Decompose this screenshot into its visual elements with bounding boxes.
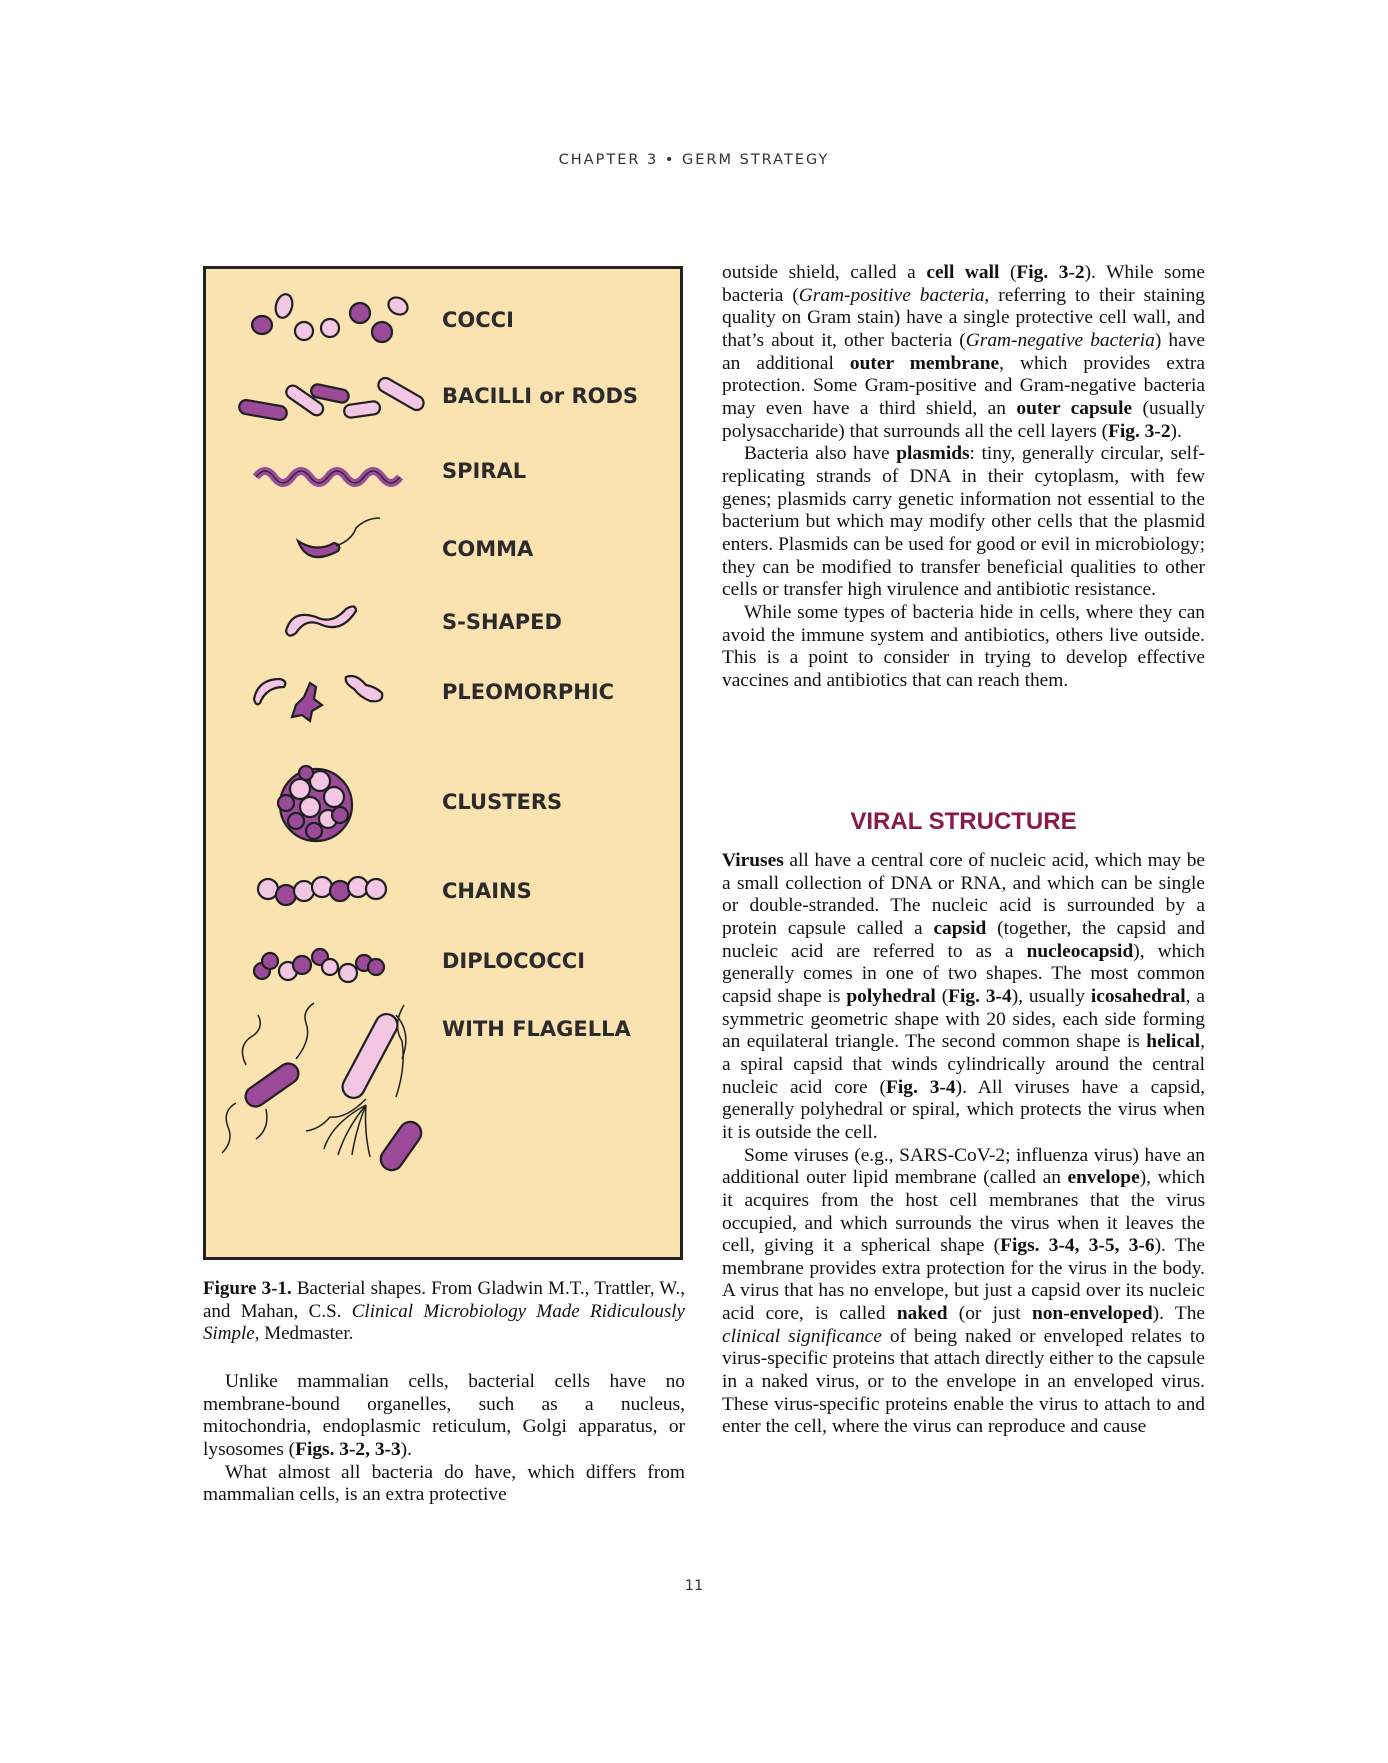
running-head: CHAPTER 3 • GERM STRATEGY [558,152,830,168]
page-number: 11 [684,1578,704,1594]
chains-illustration [258,877,386,905]
left-column-body [203,1371,685,1507]
caption-book-title: Clinical Microbiology Made Ridiculously Simple, [203,1300,685,1345]
shape-label-bacilli: BACILLI or RODS [442,384,639,408]
paragraph: Some viruses (e.g., SARS-CoV-2; influenza virus) have an additional outer lipid membrane (called an envelope), which it acquires from the host cell membranes that the virus occupied, and which surrounds the virus when it leaves the cell, giving it a spherical shape (Figs. 3-4, 3-5, 3-6). The membrane provides extra protection for the virus in the body. A virus that has no envelope, but just a capsid over its nucleic acid core, is called naked (or just non-enveloped). The clinical significance of being naked or enveloped relates to virus-specific proteins that attach directly either to the capsule in a naked virus, or to the envelope in an enveloped virus. These virus-specific proteins enable the virus to attach to and enter the cell, where the virus can reproduce and cause [722,1144,1206,1438]
figure-caption: Figure 3-1. Bacterial shapes. From Gladwin M.T., Trattler, W., and Mahan, C.S. Clinical Microbiology Made Ridiculously Simple, Medmaster. [203,1278,685,1345]
paragraph: outside shield, called a cell wall (Fig. 3-2). While some bacteria (Gram-positive bacteria, referring to their staining quality on Gram stain) have a single protective cell wall, and that’s about it, other bacteria (Gram-negative bacteria) have an additional outer membrane, which provides extra protection. Some Gram-positive and Gram-negative bacteria may even have a third shield, an outer capsule (usually polysaccharide) that surrounds all the cell layers (Fig. 3-2). [722,262,1206,442]
section-heading-viral-structure: VIRAL STRUCTURE [850,808,1077,835]
paragraph: While some types of bacteria hide in cells, where they can avoid the immune system and antibiotics, others live outside. This is a point to consider in trying to develop effective vaccines and antibiotics that can reach them. [722,601,1205,691]
bacterial-shapes-illustration [206,269,680,1257]
paragraph: Unlike mammalian cells, bacterial cells have no membrane-bound organelles, such as a nucleus, mitochondria, endoplasmic reticulum, Golgi apparatus, or lysosomes (Figs. 3-2, 3-3). [203,1371,685,1460]
bacilli-illustration [238,375,426,421]
caption-label: Figure 3-1. [203,1278,292,1299]
cocci-illustration [252,292,411,342]
shape-label-diplococci: DIPLOCOCCI [442,949,586,973]
s-shaped-illustration [286,606,356,635]
right-column-viruses [722,850,1205,1439]
shape-label-comma: COMMA [442,537,534,561]
paragraph: Bacteria also have plasmids: tiny, generally circular, self-replicating strands of DNA in their cytoplasm, with few genes; plasmids carry genetic information not essential to the bacterium but which may modify other cells that the plasmid enters. Plasmids can be used for good or evil in microbiology; they can be modified to transfer beneficial qualities to other cells or transfer high virulence and antibiotic resistance. [722,443,1205,601]
shape-label-cocci: COCCI [442,308,514,332]
shape-label-s-shaped: S-SHAPED [442,610,562,634]
clusters-illustration [278,766,352,841]
paragraph: Viruses all have a central core of nucleic acid, which may be a small collection of DNA or RNA, and which can be single or double-stranded. The nucleic acid is surrounded by a protein capsule called a capsid (together, the capsid and nucleic acid are referred to as a nucleocapsid), which generally comes in one of two shapes. The most common capsid shape is polyhedral (Fig. 3-4), usually icosahedral, a symmetric geometric shape with 20 sides, each side forming an equilateral triangle. The second common shape is helical, a spiral capsid that winds cylindrically around the central nucleic acid core (Fig. 3-4). All viruses have a capsid, generally polyhedral or spiral, which protects the virus when it is outside the cell. [722,850,1205,1143]
figure-bacterial-shapes [203,266,683,1260]
comma-illustration [298,518,380,557]
shape-label-chains: CHAINS [442,879,532,903]
right-column-bacteria [722,262,1205,692]
shape-label-flagella: WITH FLAGELLA [442,1017,631,1041]
shape-label-spiral: SPIRAL [442,459,527,483]
shape-label-pleomorphic: PLEOMORPHIC [442,680,615,704]
paragraph: What almost all bacteria do have, which differs from mammalian cells, is an extra protective [203,1461,685,1506]
pleomorphic-illustration [254,676,382,721]
diplococci-illustration [254,949,384,982]
shape-label-clusters: CLUSTERS [442,790,563,814]
